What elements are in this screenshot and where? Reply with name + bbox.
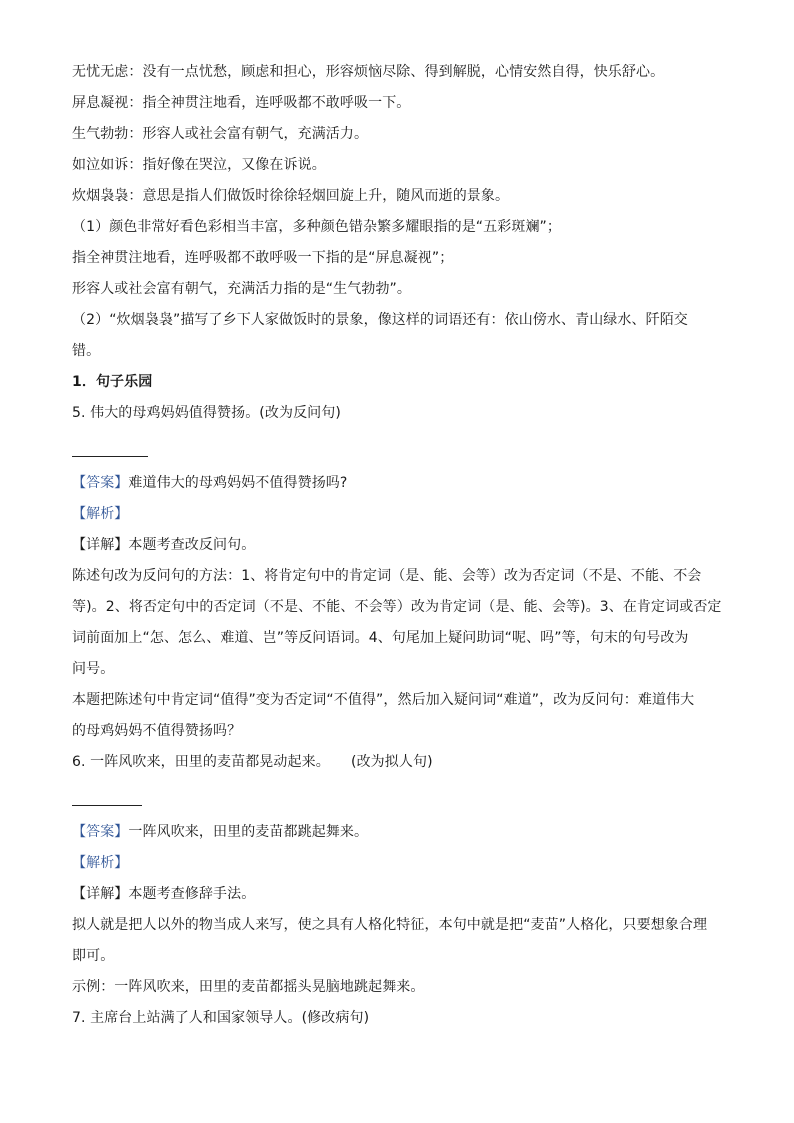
example-line: 示例：一阵风吹来，田里的麦苗都摇头晃脑地跳起舞来。 bbox=[72, 979, 425, 995]
question-5-detail bbox=[72, 535, 724, 566]
answer-part-1-line-2: 指全神贯注地看，连呼吸都不敢呼吸一下指的是“屏息凝视”； bbox=[72, 250, 454, 266]
question-6-detail bbox=[72, 884, 724, 915]
answer-part-2-line-2: 错。 bbox=[72, 343, 101, 359]
method-line-1: 陈述句改为反问句的方法：1、将肯定句中的肯定词（是、能、会等）改为否定词（不是、不能、不会 bbox=[72, 568, 702, 584]
definition-wuyouwulv: 无忧无虑：没有一点忧愁，顾虑和担心，形容烦恼尽除、得到解脱，心情安然自得，快乐舒心。 bbox=[72, 64, 665, 80]
personification-line-2: 即可。 bbox=[72, 948, 115, 964]
method-line-3: 词前面加上“怎、怎么、难道、岂”等反问语词。4、句尾加上疑问助词“呢、吗”等，句末的句号改为 bbox=[72, 630, 689, 646]
question-7: 7. 主席台上站满了人和国家领导人。(修改病句) bbox=[72, 1010, 370, 1026]
explanation-line-2: 的母鸡妈妈不值得赞扬吗？ bbox=[72, 723, 242, 739]
answer-part-1-line-1: （1）颜色非常好看色彩相当丰富，多种颜色错杂繁多耀眼指的是“五彩斑斓”； bbox=[72, 219, 562, 235]
answer-tag: 【答案】 bbox=[72, 824, 129, 840]
answer-part-1-line-3: 形容人或社会富有朝气，充满活力指的是“生气勃勃”。 bbox=[72, 281, 412, 297]
detail-text: 本题考查改反问句。 bbox=[128, 537, 256, 553]
question-6: 6. 一阵风吹来，田里的麦苗都晃动起来。 (改为拟人句) bbox=[72, 754, 433, 770]
question-6-answer bbox=[72, 822, 724, 853]
detail-tag: 【详解】 bbox=[72, 537, 129, 553]
method-line-4: 问号。 bbox=[72, 661, 115, 677]
definition-ruqirusu: 如泣如诉：指好像在哭泣，又像在诉说。 bbox=[72, 157, 326, 173]
answer-tag: 【答案】 bbox=[72, 475, 129, 491]
answer-text: 一阵风吹来，田里的麦苗都跳起舞来。 bbox=[128, 824, 369, 840]
definition-shengqibobo: 生气勃勃：形容人或社会富有朝气，充满活力。 bbox=[72, 126, 369, 142]
answer-blank-line bbox=[72, 805, 142, 806]
answer-blank-line bbox=[72, 456, 148, 457]
method-line-2: 等)。2、将否定句中的否定词（不是、不能、不会等）改为肯定词（是、能、会等)。3、在肯定词或否定 bbox=[72, 599, 722, 615]
definition-pingxinningshi: 屏息凝视：指全神贯注地看，连呼吸都不敢呼吸一下。 bbox=[72, 95, 411, 111]
analysis-tag: 【解析】 bbox=[72, 855, 129, 871]
question-5: 5. 伟大的母鸡妈妈值得赞扬。(改为反问句) bbox=[72, 405, 341, 421]
detail-tag: 【详解】 bbox=[72, 886, 129, 902]
explanation-line-1: 本题把陈述句中肯定词“值得”变为否定词“不值得”，然后加入疑问词“难道”，改为反问句：难道伟大 bbox=[72, 692, 695, 708]
personification-line-1: 拟人就是把人以外的物当成人来写，使之具有人格化特征，本句中就是把“麦苗”人格化，只要想象合理 bbox=[72, 917, 708, 933]
detail-text: 本题考查修辞手法。 bbox=[128, 886, 256, 902]
answer-part-2-line-1: （2）“炊烟袅袅”描写了乡下人家做饭时的景象，像这样的词语还有：依山傍水、青山绿水、阡陌交 bbox=[72, 312, 688, 328]
analysis-tag: 【解析】 bbox=[72, 506, 129, 522]
question-5-answer bbox=[72, 473, 724, 504]
answer-text: 难道伟大的母鸡妈妈不值得赞扬吗? bbox=[128, 475, 348, 491]
document-page bbox=[72, 62, 724, 1039]
definition-chuiyanniaoniao: 炊烟袅袅：意思是指人们做饭时徐徐轻烟回旋上升，随风而逝的景象。 bbox=[72, 188, 510, 204]
section-heading: 1．句子乐园 bbox=[72, 374, 153, 390]
